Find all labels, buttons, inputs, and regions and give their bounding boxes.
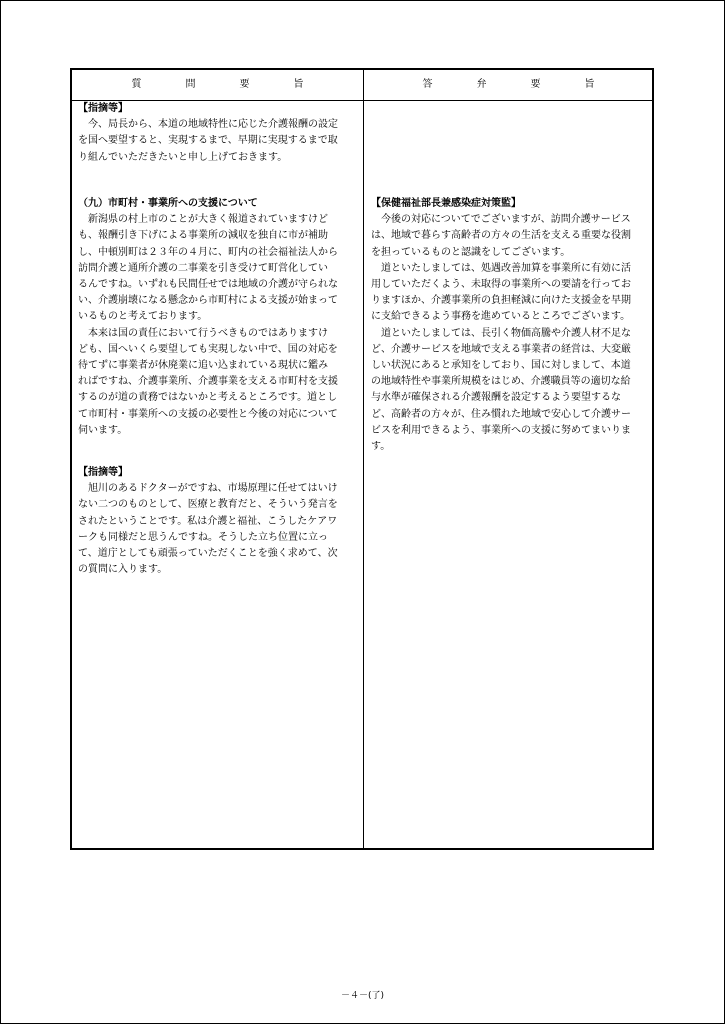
text-line: 新潟県の村上市のことが大きく報道されていますけど [78,214,328,226]
text-line: りますほか、介護事業所の負担軽減に向けた支援金を早期 [371,295,631,307]
text-line: 伺います。 [78,424,128,436]
text-line: い、介護崩壊になる懸念から市町村による支援が始まって [78,295,338,307]
text-line: ない二つのものとして、医療と教育だと、そういう発言を [78,499,338,511]
answerer-heading: 【保健福祉部長兼感染症対策監】 [371,198,521,209]
text-line: ビスを利用できるよう、事業所への支援に努めてまいりま [371,424,631,436]
text-line: 道といたしましては、処遇改善加算を事業所に有効に活 [371,262,631,274]
text-line: ど、介護サービスを地域で支える事業者の経営は、大変厳 [371,343,631,355]
text-line: に支給できるよう事務を進めているところでございます。 [371,311,631,323]
text-line: り組んでいただきたいと申し上げておきます。 [78,151,288,163]
text-line: を担っているものと認識をしてございます。 [371,246,571,258]
header-char: 質 [131,79,142,90]
header-char: 要 [239,79,250,90]
text-line: しい状況にあると承知をしており、国に対しまして、本道 [371,360,631,372]
remark-block-2 [78,465,360,578]
header-char: 要 [530,79,541,90]
remark-heading: 【指摘等】 [78,467,128,478]
text-line: 待てずに事業者が休廃業に追い込まれている現状に鑑み [78,360,328,372]
text-line: 旭川のあるドクターがですね、市場原理に任せてはいけ [78,483,338,495]
text-line: 今後の対応についてでございますが、訪問介護サービス [371,214,631,226]
answer-summary-header [365,70,652,100]
text-line: て、道庁としても頑張っていただくことを強く求めて、次 [78,548,338,560]
text-line: の地域特性や事業所規模をはじめ、介護職員等の適切な給 [371,376,631,388]
text-line: は、地域で暮らす高齢者の方々の生活を支える重要な役割 [371,230,631,242]
question-block-9 [78,196,360,439]
text-line: 用していただくよう、未取得の事業所への要請を行ってお [371,279,631,291]
text-line: て市町村・事業所への支援の必要性と今後の対応について [78,408,338,420]
remark-block-1 [78,101,360,166]
question-heading: （九）市町村・事業所への支援について [78,198,258,209]
text-line: し、中頓別町は２３年の４月に、町内の社会福祉法人から [78,246,338,258]
text-line: 今、局長から、本道の地域特性に応じた介護報酬の設定 [78,119,338,131]
text-line: いるものと考えております。 [78,311,208,323]
text-line: 訪問介護と通所介護の二事業を引き受けて町営化してい [78,262,328,274]
qa-table [70,68,654,850]
text-line: るんですね。いずれも民間任せでは地域の介護が守られな [78,279,338,291]
header-char: 旨 [293,79,304,90]
header-char: 弁 [476,79,487,90]
text-line: するのが道の責務ではないかと考えるところです。道とし [78,392,338,404]
header-char: 問 [185,79,196,90]
text-line: も、報酬引き下げによる事業所の減収を独自に市が補助 [78,230,328,242]
question-summary-header [72,70,363,100]
answer-block [371,196,652,455]
header-char: 答 [422,79,433,90]
text-line: ればですね、介護事業所、介護事業を支える市町村を支援 [78,376,338,388]
header-char: 旨 [584,79,595,90]
text-line: ども、国へいくら要望しても実現しない中で、国の対応を [78,343,338,355]
text-line: 本来は国の責任において行うべきものではありますけ [78,327,328,339]
text-line: 道といたしましては、長引く物価高騰や介護人材不足な [371,327,631,339]
text-line: 与水準が確保される介護報酬を設定するよう要望するな [371,392,621,404]
text-line: の質問に入ります。 [78,564,168,576]
text-line: されたということです。私は介護と福祉、こうしたケアワ [78,515,338,527]
text-line: ークも同様だと思うんですね。そうした立ち位置に立っ [78,531,328,543]
page-number: －４－(了) [340,991,385,1001]
remark-heading: 【指摘等】 [78,103,128,114]
text-line: ど、高齢者の方々が、住み慣れた地域で安心して介護サー [371,408,631,420]
text-line: す。 [371,441,391,453]
text-line: を国へ要望すると、実現するまで、早期に実現するまで取 [78,135,338,147]
column-divider [363,70,364,848]
